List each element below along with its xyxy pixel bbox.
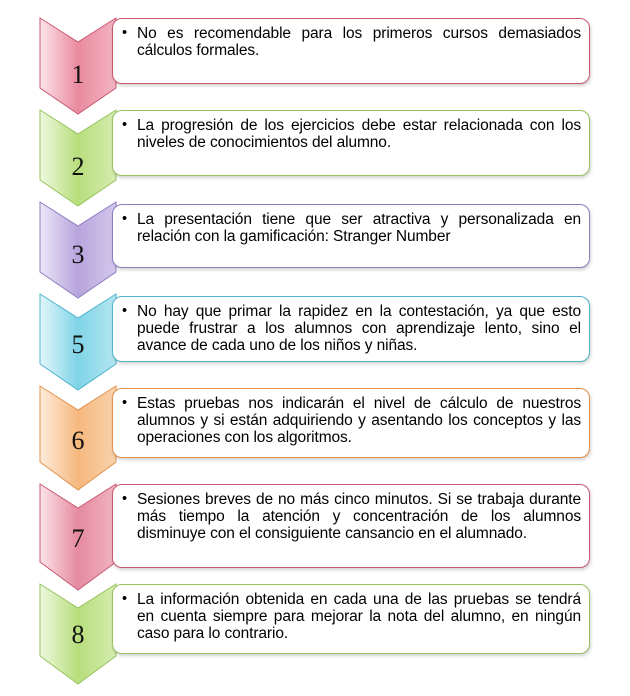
step-card-1 <box>112 18 590 84</box>
step-card-6 <box>112 388 590 458</box>
step-text: No hay que primar la rapidez en la contestación, ya que esto puede frustrar a los alumnos con aprendizaje lento, sino el avance de cada uno de los niños y niñas. <box>137 303 581 354</box>
step-number: 8 <box>71 620 85 649</box>
bullet-icon: • <box>122 491 128 507</box>
step-card-2 <box>112 110 590 176</box>
chevron-step-7 <box>40 484 116 590</box>
step-card-8 <box>112 584 590 654</box>
bullet-icon: • <box>122 211 128 227</box>
step-text: La presentación tiene que ser atractiva y personalizada en relación con la gamificación: Stranger Number <box>137 211 581 245</box>
bullet-icon: • <box>122 117 128 133</box>
chevron-step-6 <box>40 386 116 490</box>
step-text: La progresión de los ejercicios debe estar relacionada con los niveles de conocimientos del alumno. <box>137 117 581 151</box>
step-number: 1 <box>71 60 85 89</box>
step-number: 7 <box>71 524 85 553</box>
bullet-icon: • <box>122 591 128 607</box>
chevron-step-5 <box>40 294 116 390</box>
bullet-icon: • <box>122 303 128 319</box>
bullet-icon: • <box>122 395 128 411</box>
bullet-icon: • <box>122 25 128 41</box>
step-text: No es recomendable para los primeros cursos demasiados cálculos formales. <box>137 25 581 59</box>
step-number: 3 <box>71 240 85 269</box>
step-number: 5 <box>71 330 85 359</box>
step-card-3 <box>112 204 590 268</box>
chevron-step-3 <box>40 202 116 298</box>
chevron-step-1 <box>40 18 116 114</box>
step-text: Estas pruebas nos indicarán el nivel de cálculo de nuestros alumnos y si están adquiriendo y asentando los conceptos y las operaciones con los algoritmos. <box>137 395 581 446</box>
step-text: La información obtenida en cada una de las pruebas se tendrá en cuenta siempre para mejorar la nota del alumno, en ningún caso para lo contrario. <box>137 591 581 642</box>
step-number: 6 <box>71 426 85 455</box>
step-card-5 <box>112 296 590 362</box>
step-text: Sesiones breves de no más cinco minutos. Si se trabaja durante más tiempo la atención y concentración de los alumnos disminuye con el consiguiente cansancio en el alumnado. <box>137 491 581 542</box>
chevron-step-2 <box>40 110 116 206</box>
step-number: 2 <box>71 152 85 181</box>
chevron-step-8 <box>40 584 116 684</box>
step-card-7 <box>112 484 590 568</box>
